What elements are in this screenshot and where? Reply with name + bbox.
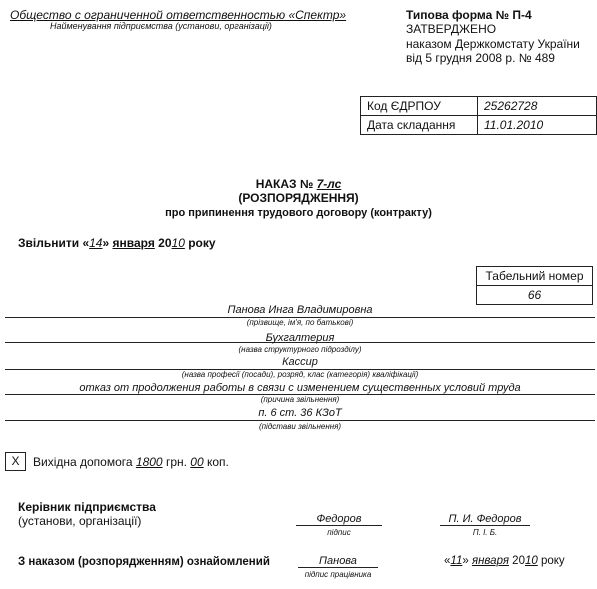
dismissal-basis: п. 6 ст. 36 КЗоТ: [258, 407, 342, 419]
approved-date: від 5 грудня 2008 р. № 489: [406, 51, 555, 65]
organization-name: Общество с ограниченной ответственностью «Спектр»: [10, 8, 347, 22]
employee-signature: Панова: [298, 555, 378, 568]
ack-suffix: року: [537, 555, 565, 567]
position-caption: (назва професії (посади), розряд, клас (категорія) кваліфікації): [181, 370, 419, 379]
ack-year-suffix: 10: [524, 555, 538, 567]
form-title: Типова форма № П-4: [406, 8, 532, 22]
dismiss-year-prefix: 20: [154, 236, 172, 250]
ack-year-prefix: 20: [508, 555, 525, 567]
dismissal-basis-caption: (підстави звільнення): [258, 422, 342, 431]
acknowledgement-label: З наказом (розпорядженням) ознайомлений: [18, 556, 270, 568]
employee-name: Панова Инга Владимировна: [227, 304, 373, 316]
edrpou-row: [361, 97, 597, 116]
department-caption: (назва структурного підрозділу): [238, 345, 362, 354]
severance-label: Вихідна допомога: [33, 455, 136, 469]
dismissal-reason: отказ от продолжения работы в связи с изменением существенных условий труда: [79, 382, 521, 394]
edrpou-value: 25262728: [478, 97, 597, 116]
severance-line: [33, 455, 229, 469]
dismiss-suffix: року: [184, 236, 216, 250]
head-name: П. И. Федоров: [440, 513, 530, 526]
dismiss-year-suffix: 10: [171, 236, 185, 250]
order-about: про припинення трудового договору (контракту): [165, 207, 432, 219]
ack-date-prefix: «: [444, 555, 451, 567]
order-prefix: НАКАЗ №: [255, 177, 317, 191]
edrpou-label: Код ЄДРПОУ: [361, 97, 478, 116]
position: Кассир: [282, 356, 318, 368]
severance-checkbox[interactable]: Х: [5, 452, 26, 471]
tab-number-box: [476, 266, 593, 305]
approved-by: наказом Держкомстату України: [406, 37, 580, 51]
head-signature: Федоров: [296, 513, 382, 526]
date-label: Дата складання: [361, 116, 478, 135]
head-signature-caption: підпис: [327, 528, 351, 537]
ack-month: января: [471, 555, 509, 567]
organization-caption: Найменування підприємства (установи, організації): [50, 21, 272, 31]
order-subtitle: (РОЗПОРЯДЖЕННЯ): [238, 191, 359, 205]
dismissal-reason-caption: (причина звільнення): [260, 395, 340, 404]
order-title: [0, 177, 597, 191]
ack-day: 11: [450, 555, 463, 567]
dismiss-month: января: [112, 236, 155, 250]
tab-number-label: Табельний номер: [485, 269, 584, 283]
department: Бухгалтерия: [265, 332, 335, 344]
approved-label: ЗАТВЕРДЖЕНО: [406, 22, 497, 36]
dismiss-mid: »: [102, 236, 113, 250]
date-value: 11.01.2010: [478, 116, 597, 135]
dismiss-line: [18, 236, 216, 250]
dismiss-prefix: Звільнити «: [18, 236, 90, 250]
severance-amount: 1800: [135, 455, 163, 469]
severance-kop-amount: 00: [190, 455, 204, 469]
date-row: [361, 116, 597, 135]
tab-number-value: 66: [477, 285, 592, 304]
severance-grn: грн.: [162, 455, 191, 469]
employee-signature-caption: підпис працівника: [304, 570, 372, 579]
severance-kop: коп.: [203, 455, 229, 469]
head-title: Керівник підприємства: [18, 500, 156, 514]
codes-table: [360, 96, 597, 135]
ack-mid: »: [462, 555, 472, 567]
divider-reason: [5, 420, 595, 421]
employee-name-caption: (прізвище, ім'я, по батькові): [246, 318, 354, 327]
head-subtitle: (установи, організації): [18, 514, 142, 528]
order-number: 7-лс: [316, 177, 342, 191]
dismiss-day: 14: [89, 236, 103, 250]
acknowledgement-date: [444, 555, 565, 567]
head-name-caption: П. І. Б.: [472, 528, 498, 537]
